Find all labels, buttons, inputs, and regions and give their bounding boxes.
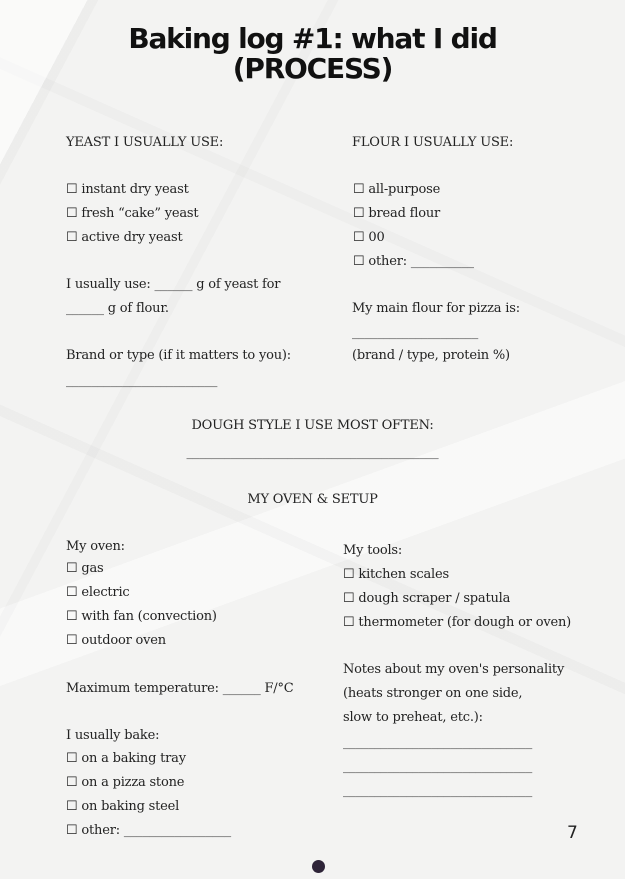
flour-heading: FLOUR I USUALLY USE:: [352, 135, 514, 150]
yeast-brand-blank[interactable]: ________________________: [66, 373, 218, 388]
flour-main-hint: (brand / type, protein %): [352, 348, 510, 363]
yeast-brand-label: Brand or type (if it matters to you):: [66, 348, 291, 363]
tool-option-scraper[interactable]: ☐ dough scraper / spatula: [343, 591, 511, 606]
oven-option-gas[interactable]: ☐ gas: [66, 561, 104, 576]
flour-option-all-purpose[interactable]: ☐ all-purpose: [353, 182, 441, 197]
oven-max-temp[interactable]: Maximum temperature: ______ F/°C: [66, 681, 294, 696]
page-subtitle: (PROCESS): [232, 52, 393, 85]
page-number: 7: [567, 823, 578, 843]
tools-label: My tools:: [343, 543, 403, 558]
bake-option-tray[interactable]: ☐ on a baking tray: [66, 751, 186, 766]
bake-option-stone[interactable]: ☐ on a pizza stone: [66, 775, 185, 790]
flour-option-00[interactable]: ☐ 00: [353, 230, 385, 245]
flour-option-other[interactable]: ☐ other: __________: [353, 254, 474, 269]
oven-notes-line2: (heats stronger on one side,: [343, 686, 523, 701]
flour-main-blank[interactable]: ____________________: [352, 325, 479, 340]
tool-option-scales[interactable]: ☐ kitchen scales: [343, 567, 449, 582]
dough-blank[interactable]: ________________________________________: [186, 445, 439, 460]
decorative-dot: [312, 860, 325, 873]
dough-heading: DOUGH STYLE I USE MOST OFTEN:: [191, 418, 434, 433]
flour-option-bread[interactable]: ☐ bread flour: [353, 206, 441, 221]
tool-option-thermometer[interactable]: ☐ thermometer (for dough or oven): [343, 615, 572, 630]
oven-notes-line3: slow to preheat, etc.):: [343, 710, 483, 725]
oven-notes-blank-3[interactable]: ______________________________: [343, 783, 533, 798]
oven-notes-blank-2[interactable]: ______________________________: [343, 759, 533, 774]
oven-option-outdoor[interactable]: ☐ outdoor oven: [66, 633, 166, 648]
yeast-option-active[interactable]: ☐ active dry yeast: [66, 230, 183, 245]
yeast-usage-line2[interactable]: ______ g of flour.: [66, 301, 169, 316]
bake-option-steel[interactable]: ☐ on baking steel: [66, 799, 180, 814]
oven-option-fan[interactable]: ☐ with fan (convection): [66, 609, 217, 624]
oven-notes-label: Notes about my oven's personality: [343, 662, 565, 677]
bake-option-other[interactable]: ☐ other: _________________: [66, 823, 231, 838]
flour-main-label: My main flour for pizza is:: [352, 301, 520, 316]
yeast-heading: YEAST I USUALLY USE:: [66, 135, 224, 150]
bake-label: I usually bake:: [66, 728, 160, 743]
oven-option-electric[interactable]: ☐ electric: [66, 585, 130, 600]
oven-notes-blank-1[interactable]: ______________________________: [343, 735, 533, 750]
oven-label: My oven:: [66, 539, 125, 554]
yeast-option-instant[interactable]: ☐ instant dry yeast: [66, 182, 189, 197]
yeast-option-fresh[interactable]: ☐ fresh “cake” yeast: [66, 206, 199, 221]
oven-section-heading: MY OVEN & SETUP: [247, 492, 378, 507]
yeast-usage-line1[interactable]: I usually use: ______ g of yeast for: [66, 277, 281, 292]
page-title: Baking log #1: what I did: [128, 22, 497, 55]
